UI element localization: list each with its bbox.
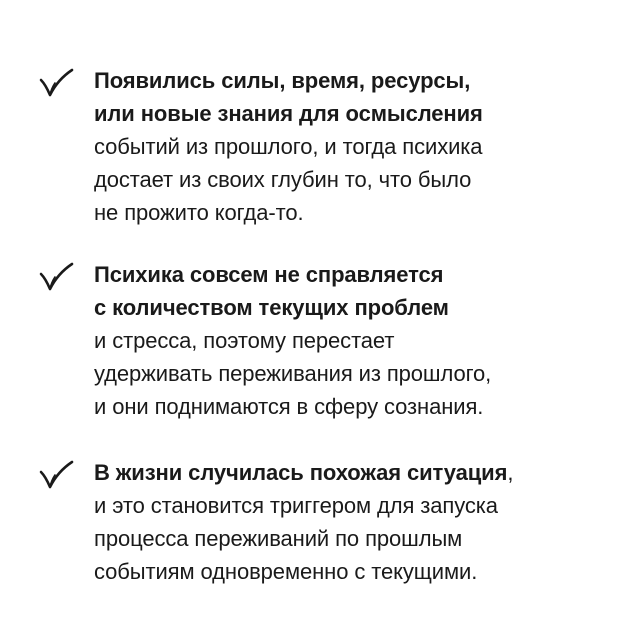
list-item-text bbox=[94, 258, 594, 423]
text-line: событий из прошлого, и тогда психика bbox=[94, 134, 483, 159]
punctuation: , bbox=[507, 460, 514, 485]
list-item-text bbox=[94, 456, 594, 588]
text-line: и это становится триггером для запуска bbox=[94, 493, 498, 518]
checkmark-icon bbox=[38, 68, 78, 98]
text-line: событиям одновременно с текущими. bbox=[94, 559, 478, 584]
text-line: и стресса, поэтому перестает bbox=[94, 328, 395, 353]
bold-line: Появились силы, время, ресурсы, bbox=[94, 68, 471, 93]
text-line: достает из своих глубин то, что было bbox=[94, 167, 472, 192]
text-line: и они поднимаются в сферу сознания. bbox=[94, 394, 484, 419]
first-line bbox=[94, 456, 594, 489]
bold-phrase: В жизни случилась похожая ситуация bbox=[94, 460, 508, 485]
text-line: не прожито когда-то. bbox=[94, 200, 304, 225]
bold-line: Психика совсем не справляется bbox=[94, 262, 444, 287]
list-item-text bbox=[94, 64, 594, 229]
text-line: удерживать переживания из прошлого, bbox=[94, 361, 492, 386]
bold-line: с количеством текущих проблем bbox=[94, 295, 449, 320]
text-line: процесса переживаний по прошлым bbox=[94, 526, 463, 551]
bold-line: или новые знания для осмысления bbox=[94, 101, 483, 126]
checkmark-icon bbox=[38, 262, 78, 292]
checkmark-icon bbox=[38, 460, 78, 490]
